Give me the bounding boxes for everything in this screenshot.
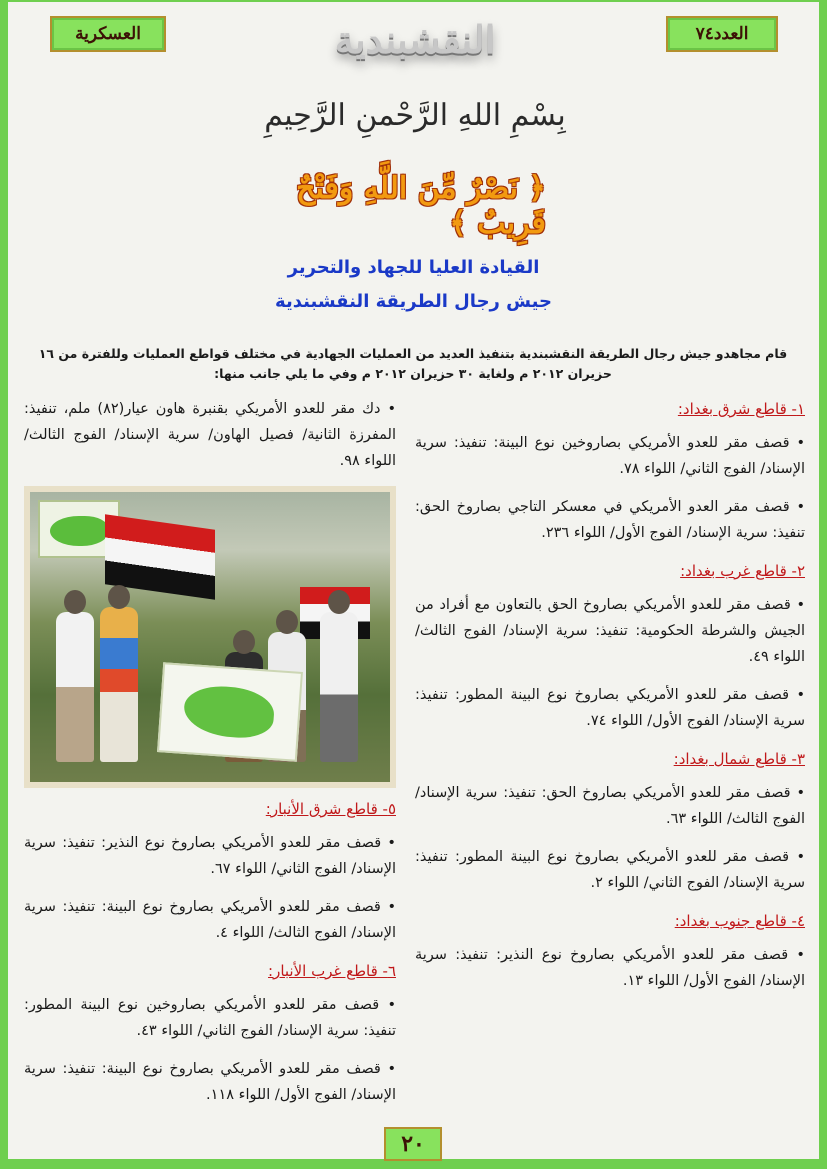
operation-item: • قصف مقر للعدو الأمريكي بصاروخ نوع البينة المطور: تنفيذ: سرية الإسناد/ الفوج الأول/ اللواء ٧٤. bbox=[415, 687, 805, 729]
banner-map bbox=[157, 662, 303, 762]
issue-tag: العدد٧٤ bbox=[666, 16, 778, 52]
heading-command: القيادة العليا للجهاد والتحرير bbox=[287, 257, 540, 278]
section-south-baghdad bbox=[415, 908, 805, 994]
operation-item: • دك مقر للعدو الأمريكي بقنبرة هاون عيار(٨٢) ملم، تنفيذ: المفرزة الثانية/ فصيل الهاون/ سرية الإسناد/ الفوج الثالث/ اللواء ٩٨. bbox=[24, 401, 397, 469]
operation-item: • قصف مقر للعدو الأمريكي بصاروخ نوع النذير: تنفيذ: سرية الإسناد/ الفوج الأول/ اللواء ١٣. bbox=[415, 947, 805, 989]
section-title: ٣- قاطع شمال بغداد: bbox=[673, 750, 805, 768]
bismillah-calligraphy: بِسْمِ اللهِ الرَّحْمنِ الرَّحِيمِ bbox=[264, 97, 566, 133]
masthead-logo: النقشبندية bbox=[334, 16, 496, 62]
left-column bbox=[24, 396, 396, 1120]
section-title: ٦- قاطع غرب الأنبار: bbox=[268, 962, 396, 980]
operation-item: • قصف مقر للعدو الأمريكي بصاروخ نوع البينة: تنفيذ: سرية الإسناد/ الفوج الثالث/ اللواء ٤. bbox=[24, 899, 396, 941]
masked-fighter bbox=[320, 612, 358, 762]
operation-item: • قصف مقر للعدو الأمريكي بصاروخ نوع البينة المطور: تنفيذ: سرية الإسناد/ الفوج الثاني/ اللواء ٢. bbox=[415, 849, 805, 891]
section-title: ٤- قاطع جنوب بغداد: bbox=[674, 912, 805, 930]
heading-army: جيش رجال الطريقة النقشبندية bbox=[275, 291, 552, 312]
fighters-photo bbox=[24, 486, 396, 788]
verse-calligraphy: ﴿ نَصْرٌ مِّنَ اللَّهِ وَفَتْحٌ قَرِيبٌ ﴾ bbox=[296, 171, 546, 241]
masked-fighter bbox=[100, 607, 138, 762]
section-title: ٥- قاطع شرق الأنبار: bbox=[265, 800, 396, 818]
right-column bbox=[415, 396, 805, 1006]
section-title: ١- قاطع شرق بغداد: bbox=[677, 400, 805, 418]
section-title: ٢- قاطع غرب بغداد: bbox=[680, 562, 805, 580]
operation-item: • قصف مقر للعدو الأمريكي بصاروخ الحق: تنفيذ: سرية الإسناد/ الفوج الثالث/ اللواء ٦٣. bbox=[415, 785, 805, 827]
section-west-baghdad bbox=[415, 558, 805, 734]
section-tag: العسكرية bbox=[50, 16, 166, 52]
intro-paragraph: قام مجاهدو جيش رجال الطريقة النقشبندية بتنفيذ العديد من العمليات الجهادية في مختلف قواطع العمليات وللفترة من ١٦ حزيران ٢٠١٢ م ولغاية ٣٠ حزيران ٢٠١٢ م وفي ما يلي جانب منها: bbox=[38, 346, 788, 381]
section-east-baghdad bbox=[415, 396, 805, 546]
operation-item: • قصف مقر للعدو الأمريكي بصاروخين نوع البينة: تنفيذ: سرية الإسناد/ الفوج الثاني/ اللواء ٧٨. bbox=[415, 435, 805, 477]
operation-item: • قصف مقر للعدو الأمريكي بصاروخ نوع النذير: تنفيذ: سرية الإسناد/ الفوج الثاني/ اللواء ٦٧. bbox=[24, 835, 396, 877]
operation-item: • قصف مقر للعدو الأمريكي بصاروخ نوع البينة: تنفيذ: سرية الإسناد/ الفوج الأول/ اللواء ١١٨. bbox=[24, 1061, 396, 1103]
page-number: ٢٠ bbox=[384, 1127, 442, 1161]
operation-item: • قصف مقر للعدو الأمريكي بصاروخين نوع البينة المطور: تنفيذ: سرية الإسناد/ الفوج الثاني/ اللواء ٤٣. bbox=[24, 997, 396, 1039]
section-east-anbar bbox=[24, 796, 396, 946]
section-west-anbar bbox=[24, 958, 396, 1108]
masked-fighter bbox=[56, 612, 94, 762]
operation-item: • قصف مقر العدو الأمريكي في معسكر التاجي بصاروخ الحق: تنفيذ: سرية الإسناد/ الفوج الأول/ اللواء ٢٣٦. bbox=[415, 499, 805, 541]
section-north-baghdad bbox=[415, 746, 805, 896]
operation-item: • قصف مقر للعدو الأمريكي بصاروخ الحق بالتعاون مع أفراد من الجيش والشرطة الحكومية: تنفيذ: سرية الإسناد/ الفوج الثالث/ اللواء ٤٩. bbox=[415, 597, 805, 665]
